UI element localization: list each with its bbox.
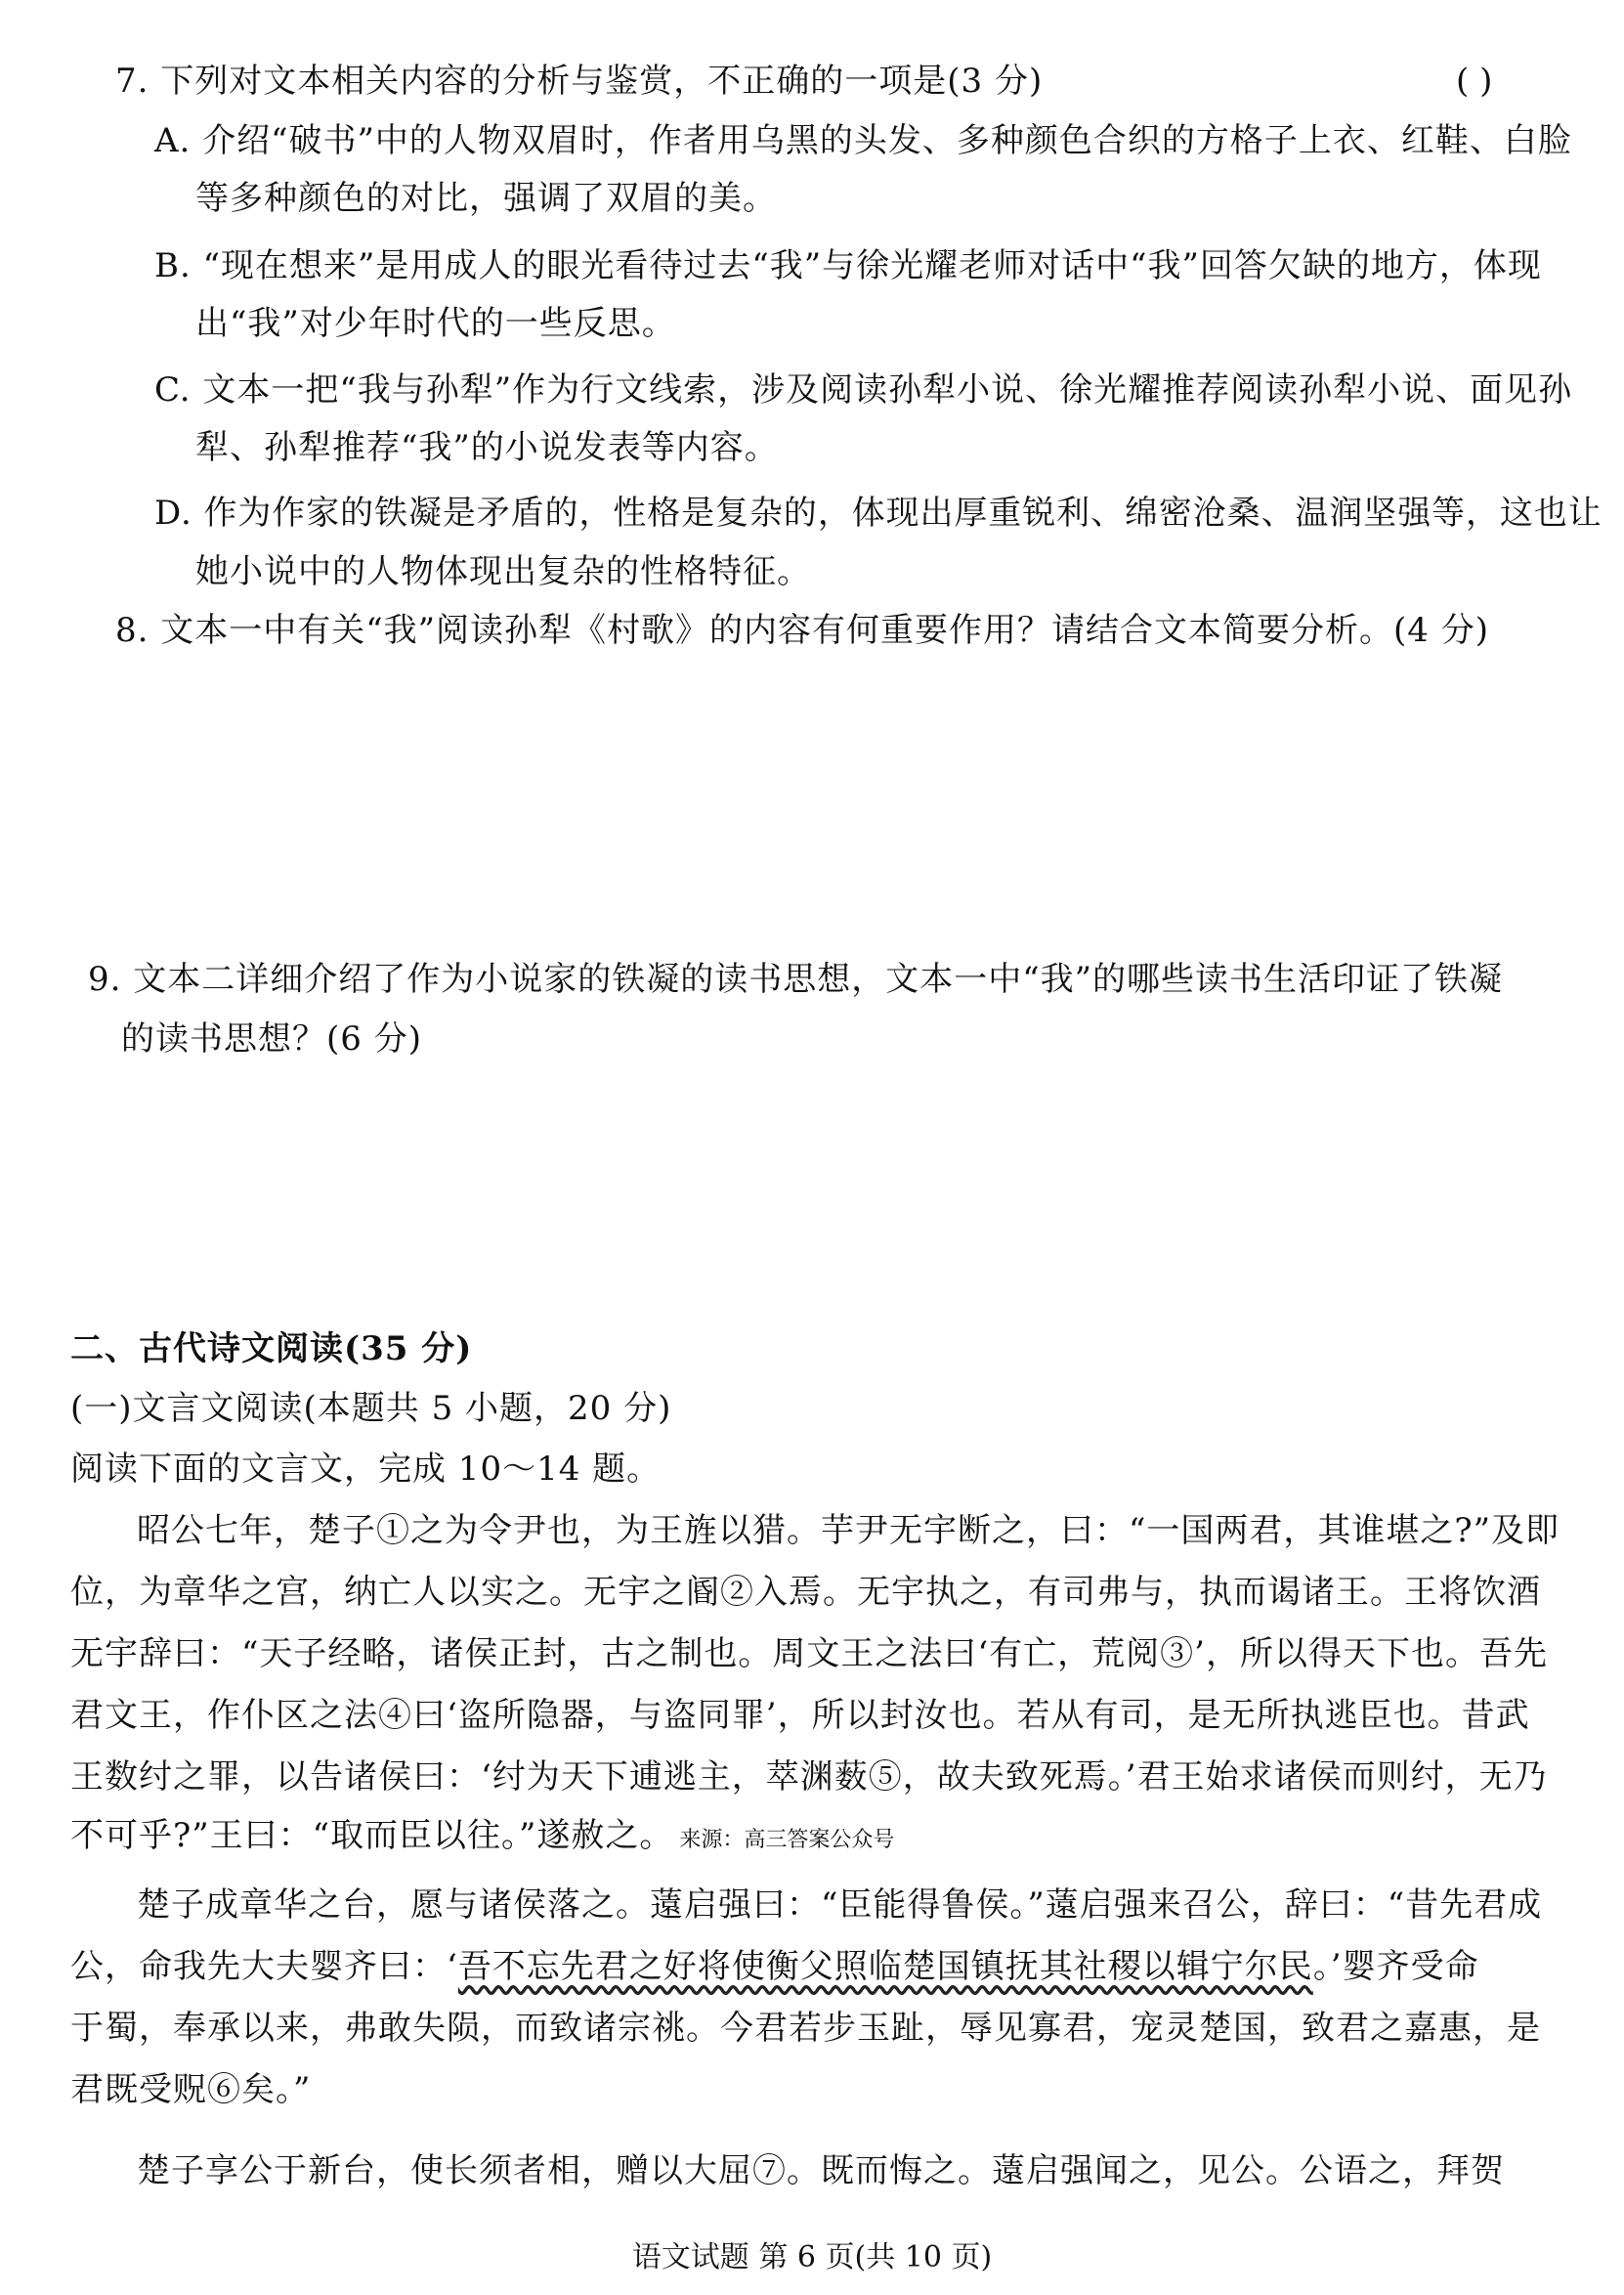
q7-option-a-line1: A. 介绍“破书”中的人物双眉时，作者用乌黑的头发、多种颜色合织的方格子上衣、红鞋、白脸 — [154, 121, 1572, 160]
passage-p2-line3: 于蜀，奉承以来，弗敢失陨，而致诸宗祧。今君若步玉趾，辱见寡君，宠灵楚国，致君之嘉惠，是 — [70, 2009, 1541, 2048]
q7-option-c-line1: C. 文本一把“我与孙犁”作为行文线索，涉及阅读孙犁小说、徐光耀推荐阅读孙犁小说、面见孙 — [154, 370, 1573, 410]
passage-p1-line6-text: 不可乎?”王曰：“取而臣以往。”遂赦之。 — [70, 1816, 674, 1855]
passage-p1-line6 — [70, 1811, 894, 1865]
q7-option-a-line2: 等多种颜色的对比，强调了双眉的美。 — [195, 179, 777, 218]
q7-option-b-line1: B. “现在想来”是用成人的眼光看待过去“我”与徐光耀老师对话中“我”回答欠缺的地方，体现 — [154, 246, 1542, 285]
passage-p2-line2-pre: 公，命我先大夫婴齐曰：‘ — [70, 1947, 458, 1986]
passage-p1-line5: 王数纣之罪，以告诸侯曰：‘纣为天下逋逃主，萃渊薮⑤，故夫致死焉。’君王始求诸侯而则纣，无乃 — [70, 1757, 1548, 1797]
q7-option-d-line1: D. 作为作家的铁凝是矛盾的，性格是复杂的，体现出厚重锐利、绵密沧桑、温润坚强等，这也让 — [154, 494, 1603, 533]
passage-p1-line3: 无宇辞曰：“天子经略，诸侯正封，古之制也。周文王之法曰‘有亡，荒阅③’，所以得天下也。吾先 — [70, 1634, 1548, 1673]
section-instruction: 阅读下面的文言文，完成 10～14 题。 — [70, 1450, 662, 1489]
passage-p2-line2-post: 。’婴齐受命 — [1312, 1947, 1479, 1986]
source-note: 来源：高三答案公众号 — [679, 1828, 895, 1852]
page-footer: 语文试题 第 6 页(共 10 页) — [631, 2240, 993, 2274]
passage-p1-line2: 位，为章华之宫，纳亡人以实之。无宇之阍②入焉。无宇执之，有司弗与，执而谒诸王。王将饮酒 — [70, 1573, 1541, 1612]
q9-stem-line2: 的读书思想？(6 分) — [121, 1019, 422, 1059]
passage-p1-line1: 昭公七年，楚子①之为令尹也，为王旌以猎。芋尹无宇断之，曰：“一国两君，其谁堪之?”及即 — [137, 1511, 1560, 1550]
passage-p2-line4: 君既受贶⑥矣。” — [70, 2070, 312, 2109]
q9-stem-line1: 9. 文本二详细介绍了作为小说家的铁凝的读书思想，文本一中“我”的哪些读书生活印证了铁凝 — [88, 960, 1504, 999]
q7-option-b-line2: 出“我”对少年时代的一些反思。 — [195, 304, 676, 343]
passage-p3-line1: 楚子享公于新台，使长须者相，赠以大屈⑦。既而悔之。薳启强闻之，见公。公语之，拜贺 — [137, 2151, 1505, 2190]
q7-stem: 7. 下列对文本相关内容的分析与鉴赏，不正确的一项是(3 分) — [115, 62, 1044, 101]
q8-stem: 8. 文本一中有关“我”阅读孙犁《村歌》的内容有何重要作用？请结合文本简要分析。(4 分) — [115, 611, 1489, 650]
passage-p1-line4: 君文王，作仆区之法④曰‘盗所隐器，与盗同罪’，所以封汝也。若从有司，是无所执逃臣也。昔武 — [70, 1696, 1530, 1735]
passage-p2-line1: 楚子成章华之台，愿与诸侯落之。薳启强曰：“臣能得鲁侯。”薳启强来召公，辞曰：“昔先君成 — [137, 1885, 1543, 1925]
q7-option-d-line2: 她小说中的人物体现出复杂的性格特征。 — [195, 552, 811, 591]
section-title: 二、古代诗文阅读(35 分) — [70, 1329, 473, 1368]
passage-p2-line2 — [70, 1942, 1479, 1991]
section-subtitle: (一)文言文阅读(本题共 5 小题，20 分) — [70, 1389, 672, 1428]
q7-answer-bracket: ( ) — [1456, 62, 1493, 101]
q7-option-c-line2: 犁、孙犁推荐“我”的小说发表等内容。 — [195, 428, 779, 467]
wavy-underlined-sentence: 吾不忘先君之好将使衡父照临楚国镇抚其社稷以辑宁尔民 — [457, 1947, 1313, 1986]
